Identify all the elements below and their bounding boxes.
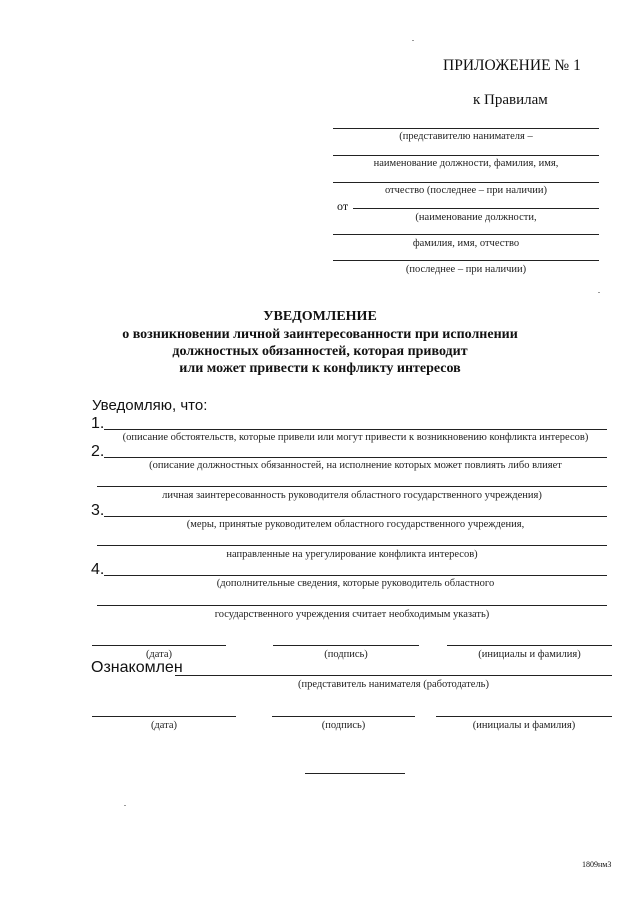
item-4-line[interactable] [97, 605, 607, 606]
signature-caption: (подпись) [324, 649, 368, 660]
document-title: УВЕДОМЛЕНИЕ [263, 309, 377, 324]
addressee-line[interactable] [333, 182, 599, 183]
date-line[interactable] [92, 645, 226, 646]
signature-line[interactable] [273, 645, 419, 646]
item-3-line[interactable] [104, 516, 607, 517]
sender-line[interactable] [353, 208, 599, 209]
item-3-line[interactable] [97, 545, 607, 546]
sender-line[interactable] [333, 260, 599, 261]
rules-reference: к Правилам [473, 92, 548, 108]
document-subtitle-line: о возникновении личной заинтересованности при исполнении [122, 327, 518, 342]
item-2-line[interactable] [97, 486, 607, 487]
scan-speck [412, 40, 414, 41]
item-4-line[interactable] [104, 575, 607, 576]
acquainted-label: Ознакомлен [91, 659, 183, 676]
addressee-line[interactable] [333, 155, 599, 156]
item-number: 3. [91, 502, 105, 519]
date-caption: (дата) [150, 720, 178, 731]
date-line[interactable] [92, 716, 236, 717]
item-1-line[interactable] [104, 429, 607, 430]
document-subtitle-line: должностных обязанностей, которая приводит [172, 344, 468, 359]
appendix-heading: ПРИЛОЖЕНИЕ № 1 [443, 57, 581, 74]
intro-text: Уведомляю, что: [92, 397, 208, 414]
acquainted-line[interactable] [175, 675, 612, 676]
scan-speck [124, 805, 126, 806]
signature-line[interactable] [272, 716, 415, 717]
name-line[interactable] [447, 645, 612, 646]
item-number: 1. [91, 415, 105, 432]
sender-caption: (наименование должности, [415, 212, 537, 223]
name-caption: (инициалы и фамилия) [478, 649, 581, 660]
document-subtitle-line: или может привести к конфликту интересов [179, 361, 461, 376]
addressee-caption: (представителю нанимателя – [399, 131, 533, 142]
addressee-line[interactable] [333, 128, 599, 129]
item-4-caption: государственного учреждения считает необходимым указать) [214, 609, 490, 620]
item-2-line[interactable] [104, 457, 607, 458]
item-4-caption: (дополнительные сведения, которые руководитель областного [216, 578, 495, 589]
item-number: 2. [91, 443, 105, 460]
addressee-caption: наименование должности, фамилия, имя, [373, 158, 559, 169]
sender-caption: (последнее – при наличии) [405, 264, 527, 275]
signature-caption: (подпись) [321, 720, 366, 731]
item-2-caption: личная заинтересованность руководителя областного государственного учреждения) [162, 490, 542, 501]
scan-speck [598, 292, 600, 293]
name-line[interactable] [436, 716, 612, 717]
item-3-caption: (меры, принятые руководителем областного государственного учреждения, [186, 519, 525, 530]
item-1-caption: (описание обстоятельств, которые привели или могут привести к возникновению конфликта интересов) [122, 432, 589, 443]
item-2-caption: (описание должностных обязанностей, на исполнение которых может повлиять либо влияет [149, 460, 562, 471]
sender-line[interactable] [333, 234, 599, 235]
addressee-caption: отчество (последнее – при наличии) [384, 185, 548, 196]
item-number: 4. [91, 561, 105, 578]
closing-divider [305, 773, 405, 774]
item-3-caption: направленные на урегулирование конфликта интересов) [226, 549, 478, 560]
name-caption: (инициалы и фамилия) [472, 720, 576, 731]
sender-caption: фамилия, имя, отчество [412, 238, 520, 249]
from-label: от [337, 199, 349, 213]
document-code: 1809нм3 [582, 860, 612, 869]
date-caption: (дата) [145, 649, 173, 660]
acquainted-caption: (представитель нанимателя (работодатель) [298, 679, 489, 690]
